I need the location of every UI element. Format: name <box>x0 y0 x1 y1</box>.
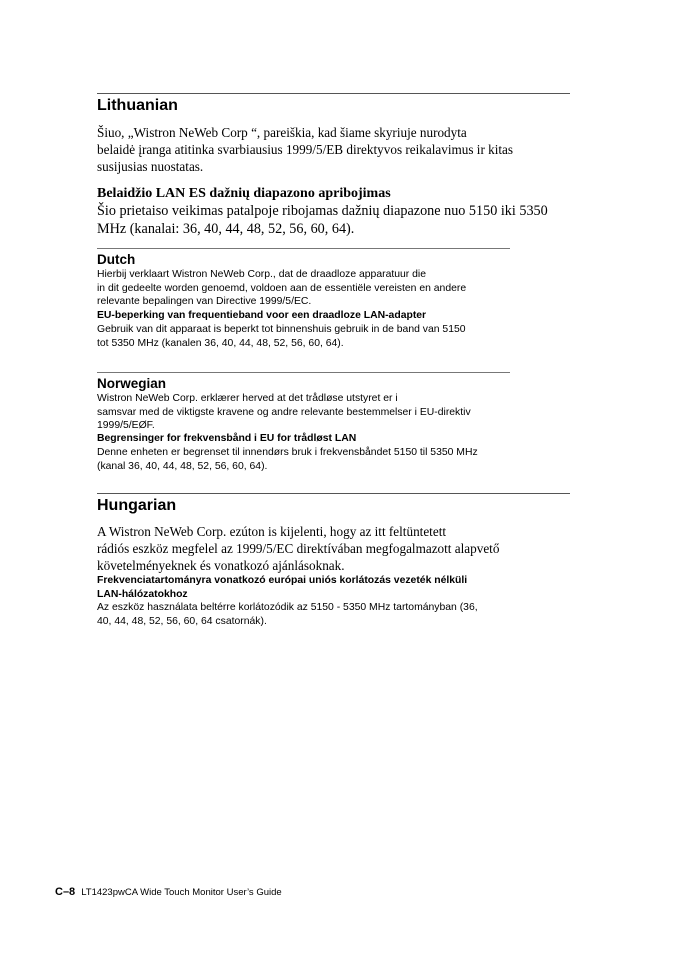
subheading-hungarian <box>97 574 467 601</box>
text-line: Frekvenciatartományra vonatkozó európai uniós korlátozás vezeték nélküli <box>97 575 468 586</box>
section-divider <box>97 493 570 494</box>
document-title: LT1423pwCA Wide Touch Monitor User’s Guide <box>81 887 282 898</box>
page-number: C–8 <box>55 886 76 898</box>
text-line: 1999/5/EØF. <box>97 420 155 432</box>
paragraph-norwegian-restriction <box>97 446 478 473</box>
text-line: Denne enheten er begrenset til innendørs bruk i frekvensbåndet 5150 til 5350 MHz <box>97 447 478 458</box>
text-line: A Wistron NeWeb Corp. ezúton is kijelenti, hogy az itt feltüntetett <box>97 524 447 539</box>
text-line: (kanal 36, 40, 44, 48, 52, 56, 60, 64). <box>97 460 268 472</box>
paragraph-hungarian <box>97 523 499 574</box>
text-line: Wistron NeWeb Corp. erklærer herved at det trådløse utstyret er i <box>97 393 398 404</box>
paragraph-hungarian-restriction <box>97 601 478 628</box>
text-line: rádiós eszköz megfelel az 1999/5/EC direktívában megfogalmazott alapvető <box>97 541 500 556</box>
paragraph-norwegian <box>97 392 471 433</box>
text-line: tot 5350 MHz (kanalen 36, 40, 44, 48, 52, 56, 60, 64). <box>97 337 344 349</box>
text-line: Hierbij verklaart Wistron NeWeb Corp., dat de draadloze apparatuur die <box>97 269 427 280</box>
text-line: Gebruik van dit apparaat is beperkt tot binnenshuis gebruik in de band van 5150 <box>97 324 466 335</box>
paragraph-dutch <box>97 268 466 309</box>
paragraph-dutch-restriction <box>97 323 466 350</box>
text-line: relevante bepalingen van Directive 1999/5/EC. <box>97 296 312 308</box>
subheading-norwegian: Begrensinger for frekvensbånd i EU for trådløst LAN <box>97 433 357 444</box>
text-line: Az eszköz használata beltérre korlátozódik az 5150 - 5350 MHz tartományban (36, <box>97 602 478 613</box>
paragraph-lithuanian-restriction <box>97 203 548 238</box>
text-line: belaidė įranga atitinka svarbiausius 1999/5/EB direktyvos reikalavimus ir kitas <box>97 142 514 157</box>
section-heading-lithuanian: Lithuanian <box>97 97 178 114</box>
section-heading-hungarian: Hungarian <box>97 497 177 514</box>
page-footer <box>55 886 282 898</box>
subheading-lithuanian: Belaidžio LAN ES dažnių diapazono apribojimas <box>97 186 391 201</box>
section-heading-norwegian: Norwegian <box>97 376 167 391</box>
section-divider <box>97 372 510 373</box>
text-line: in dit gedeelte worden genoemd, voldoen aan de essentiële vereisten en andere <box>97 282 467 294</box>
text-line: susijusias nuostatas. <box>97 159 204 174</box>
section-divider <box>97 93 570 94</box>
section-heading-dutch: Dutch <box>97 252 136 267</box>
text-line: LAN-hálózatokhoz <box>97 588 188 600</box>
text-line: samsvar med de viktigste kravene og andre relevante bestemmelser i EU-direktiv <box>97 406 471 418</box>
text-line: Šiuo, „Wistron NeWeb Corp “, pareiškia, kad šiame skyriuje nurodyta <box>97 125 467 140</box>
paragraph-lithuanian <box>97 124 513 175</box>
text-line: MHz (kanalai: 36, 40, 44, 48, 52, 56, 60, 64). <box>97 220 355 237</box>
text-line: Šio prietaiso veikimas patalpoje ribojamas dažnių diapazone nuo 5150 iki 5350 <box>97 203 548 219</box>
subheading-dutch: EU-beperking van frequentieband voor een draadloze LAN-adapter <box>97 310 427 321</box>
text-line: 40, 44, 48, 52, 56, 60, 64 csatornák). <box>97 615 267 627</box>
text-line: követelményeknek és vonatkozó ajánlásoknak. <box>97 558 345 573</box>
section-divider <box>97 248 510 249</box>
